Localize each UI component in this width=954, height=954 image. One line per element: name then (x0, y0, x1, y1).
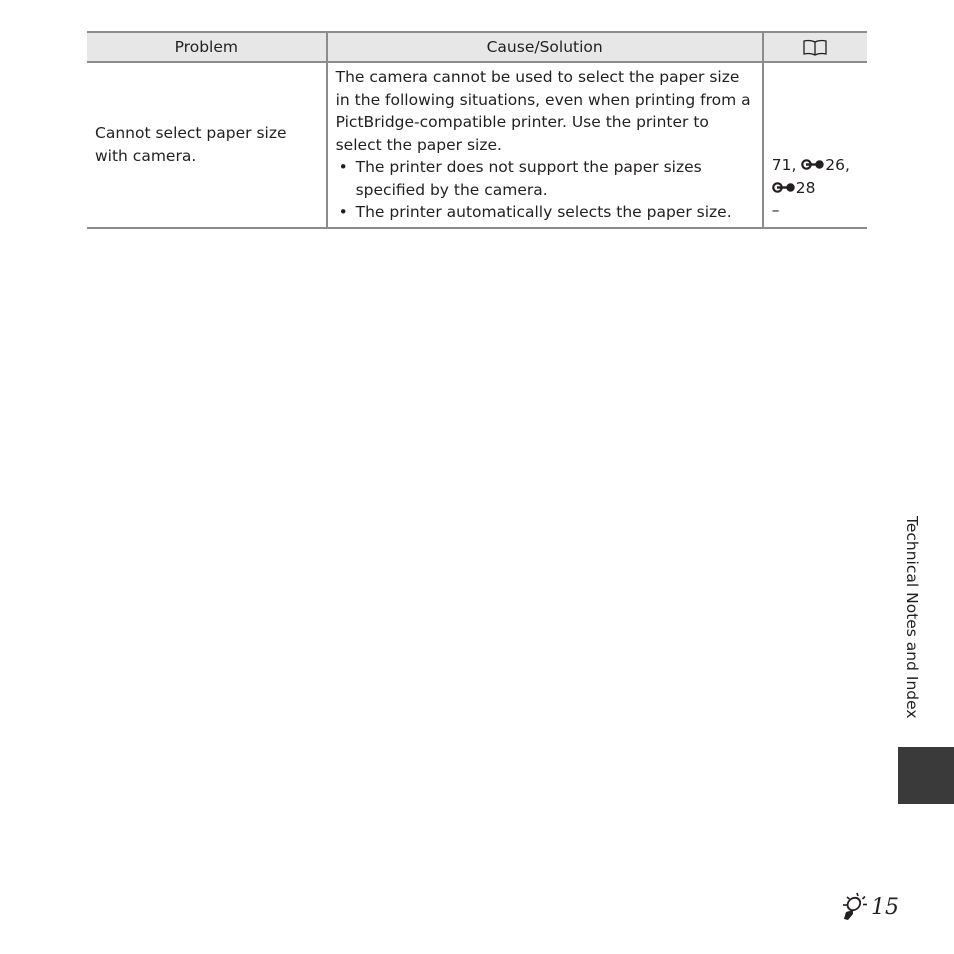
cause-solution-cell (327, 62, 763, 228)
problem-cell: Cannot select paper size with camera. (95, 124, 287, 165)
troubleshooting-table (87, 31, 867, 229)
side-tab-label: Technical Notes and Index (903, 516, 921, 719)
table-row (87, 62, 867, 228)
technical-notes-icon (842, 892, 870, 922)
table-header-row (87, 32, 867, 62)
reference-section-icon (801, 158, 825, 171)
cause-bullet-item: • The printer automatically selects the paper size. (336, 201, 755, 224)
cause-bullet-list (336, 156, 755, 224)
cause-intro-text: The camera cannot be used to select the paper size in the following situations, even when printing from a PictBridge-compatible printer. Use the printer to select the paper size. (335, 68, 751, 154)
side-tab-block (898, 747, 954, 804)
page-reference: 71, (771, 156, 802, 174)
reference-line-2 (772, 177, 860, 200)
header-reference (763, 32, 867, 62)
reference-cell (763, 62, 867, 228)
reference-section-icon (772, 181, 796, 194)
book-icon (802, 39, 828, 56)
reference-dash: – (771, 201, 780, 219)
header-problem: Problem (87, 32, 327, 62)
cause-bullet-item: • The printer does not support the paper sizes specified by the camera. (336, 156, 755, 201)
section-reference: 28 (795, 178, 816, 197)
section-reference: 26, (825, 156, 850, 174)
page-number-text: 15 (871, 894, 899, 920)
header-cause-solution: Cause/Solution (327, 32, 763, 62)
reference-line-1 (772, 154, 860, 177)
page-number (842, 891, 899, 923)
